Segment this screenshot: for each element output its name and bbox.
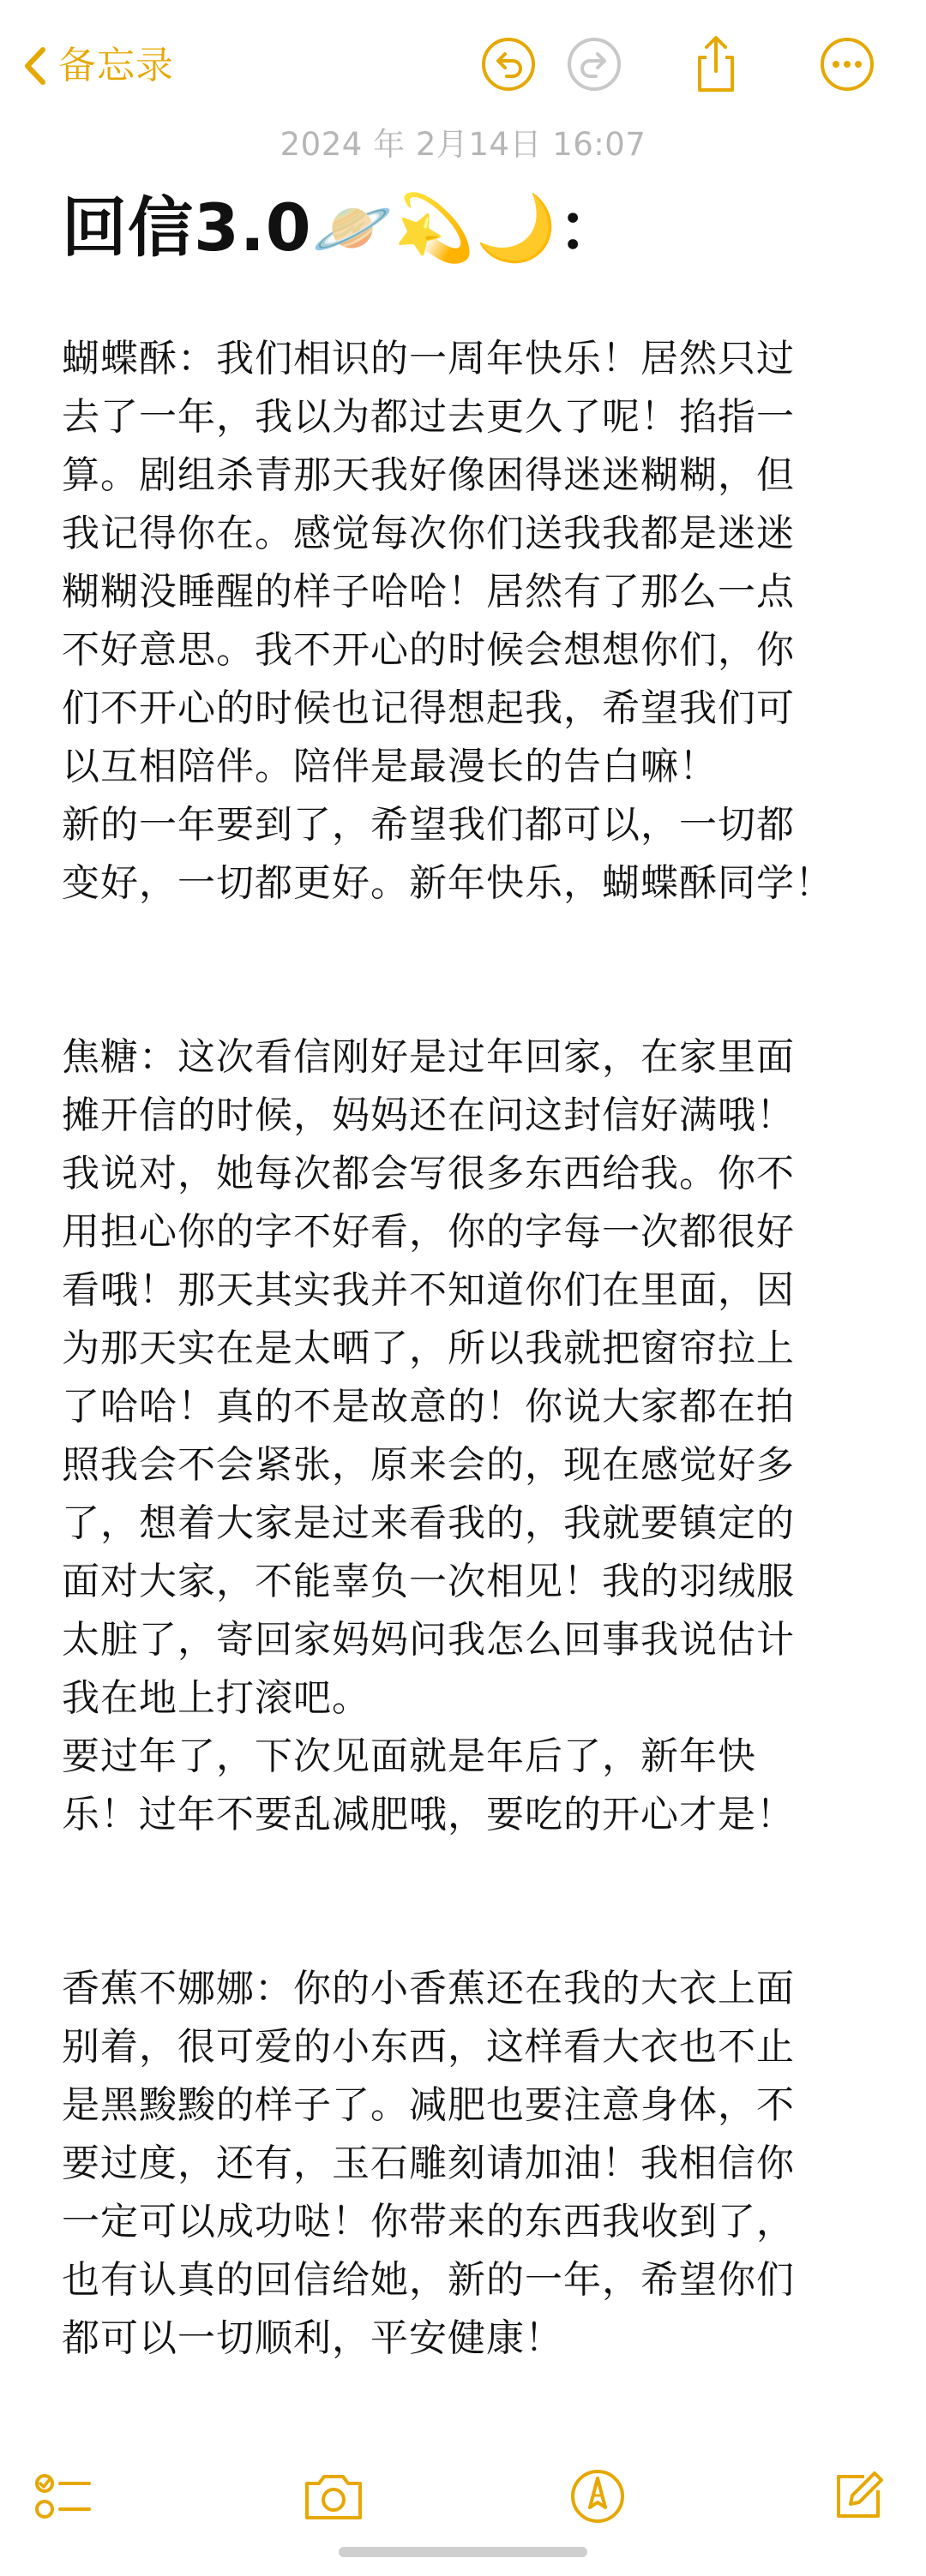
note-body[interactable] [62, 330, 868, 2368]
note-line: 一定可以成功哒！你带来的东西我收到了， [62, 2200, 795, 2244]
note-paragraph [62, 1028, 868, 1844]
note-line: 我说对，她每次都会写很多东西给我。你不 [62, 1152, 795, 1195]
note-line: 焦糖：这次看信刚好是过年回家，在家里面 [62, 1035, 795, 1079]
more-button[interactable] [817, 36, 877, 96]
paragraph-gap [62, 913, 868, 1028]
markup-button[interactable] [568, 2468, 628, 2528]
checklist-icon [34, 2468, 94, 2528]
note-line: 蝴蝶酥：我们相识的一周年快乐！居然只过 [62, 337, 795, 380]
note-paragraph [62, 1960, 868, 2368]
note-line: 变好，一切都更好。新年快乐，蝴蝶酥同学！ [62, 861, 833, 905]
checklist-button[interactable] [34, 2468, 94, 2528]
markup-icon [569, 2468, 626, 2528]
share-button[interactable] [686, 36, 746, 96]
note-line: 香蕉不娜娜：你的小香蕉还在我的大衣上面 [62, 1967, 795, 2010]
note-line: 是黑黢黢的样子了。减肥也要注意身体，不 [62, 2083, 795, 2127]
bottom-toolbar [0, 2451, 926, 2576]
note-line: 要过度，还有，玉石雕刻请加油！我相信你 [62, 2142, 795, 2185]
home-indicator [339, 2547, 587, 2557]
note-timestamp: 2024 年 2月14日 16:07 [280, 126, 646, 163]
note-line: 面对大家，不能辜负一次相见！我的羽绒服 [62, 1560, 795, 1603]
note-title[interactable]: 回信3.0🪐💫🌙： [62, 189, 624, 266]
note-line: 以互相陪伴。陪伴是最漫长的告白嘛！ [62, 745, 718, 788]
chevron-left-icon [15, 38, 55, 94]
note-line: 别着，很可爱的小东西，这样看大衣也不止 [62, 2025, 795, 2069]
note-line: 照我会不会紧张，原来会的，现在感觉好多 [62, 1443, 795, 1487]
note-line: 也有认真的回信给她，新的一年，希望你们 [62, 2258, 795, 2302]
paragraph-gap [62, 1844, 868, 1960]
compose-button[interactable] [828, 2468, 888, 2528]
note-line: 用担心你的字不好看，你的字每一次都很好 [62, 1210, 795, 1254]
undo-button[interactable] [478, 36, 538, 96]
note-paragraph [62, 330, 868, 913]
redo-button[interactable] [564, 36, 624, 96]
back-button[interactable] [15, 38, 174, 94]
note-line: 不好意思。我不开心的时候会想想你们，你 [62, 628, 795, 672]
undo-icon [480, 36, 537, 96]
share-icon [688, 33, 744, 99]
note-line: 太脏了，寄回家妈妈问我怎么回事我说估计 [62, 1618, 795, 1662]
redo-icon [566, 36, 622, 96]
note-line: 都可以一切顺利，平安健康！ [62, 2316, 563, 2360]
note-line: 我在地上打滚吧。 [62, 1676, 370, 1720]
note-line: 了哈哈！真的不是故意的！你说大家都在拍 [62, 1385, 795, 1429]
note-line: 算。剧组杀青那天我好像困得迷迷糊糊，但 [62, 453, 795, 497]
note-line: 为那天实在是太晒了，所以我就把窗帘拉上 [62, 1327, 795, 1370]
compose-icon [830, 2468, 887, 2528]
note-line: 看哦！那天其实我并不知道你们在里面，因 [62, 1268, 795, 1312]
note-line: 乐！过年不要乱减肥哦，要吃的开心才是！ [62, 1793, 795, 1836]
note-line: 新的一年要到了，希望我们都可以，一切都 [62, 803, 795, 847]
note-line: 摊开信的时候，妈妈还在问这封信好满哦！ [62, 1093, 795, 1137]
note-line: 去了一年，我以为都过去更久了呢！掐指一 [62, 395, 795, 439]
note-line: 糊糊没睡醒的样子哈哈！居然有了那么一点 [62, 570, 795, 614]
camera-button[interactable] [304, 2468, 364, 2528]
note-line: 要过年了，下次见面就是年后了，新年快 [62, 1734, 756, 1778]
more-icon [819, 36, 875, 96]
navigation-bar [0, 0, 926, 129]
camera-icon [302, 2470, 365, 2526]
back-label: 备忘录 [58, 44, 174, 87]
note-line: 我记得你在。感觉每次你们送我我都是迷迷 [62, 512, 795, 555]
note-line: 了，想着大家是过来看我的，我就要镇定的 [62, 1501, 795, 1545]
note-line: 们不开心的时候也记得想起我，希望我们可 [62, 686, 795, 730]
